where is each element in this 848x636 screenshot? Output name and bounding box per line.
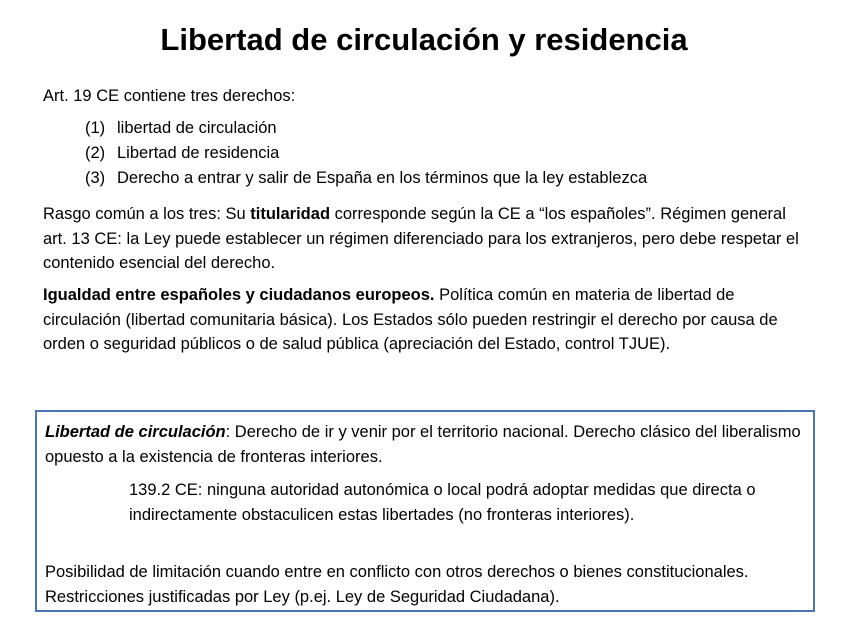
intro-text: Art. 19 CE contiene tres derechos:	[43, 87, 296, 105]
text-run: corresponde según la CE a “los españoles”. Régimen general art. 13 CE: la Ley puede establecer un régimen diferenciado para los extranjeros, pero debe respetar el contenido esencial del derecho.	[43, 205, 799, 272]
list-number: (1)	[85, 119, 106, 137]
list-item	[85, 116, 647, 141]
list-text: libertad de circulación	[117, 119, 277, 137]
list-item	[85, 141, 647, 166]
list-item	[85, 166, 647, 191]
text-run: : Derecho de ir y venir por el territorio nacional. Derecho clásico del liberalismo opuesto a la existencia de fronteras interiores.	[45, 423, 801, 466]
bold-italic-term: Libertad de circulación	[45, 423, 226, 441]
rights-list	[85, 116, 647, 191]
list-number: (3)	[85, 169, 106, 187]
bold-term: titularidad	[250, 205, 331, 223]
titularidad-paragraph	[43, 202, 813, 276]
igualdad-paragraph	[43, 283, 813, 357]
list-text: Libertad de residencia	[117, 144, 280, 162]
bold-heading: Igualdad entre españoles y ciudadanos europeos.	[43, 286, 435, 304]
list-number: (2)	[85, 144, 106, 162]
box-limitation: Posibilidad de limitación cuando entre en conflicto con otros derechos o bienes constitucionales. Restricciones justificadas por Ley (p.ej. Ley de Seguridad Ciudadana).	[45, 563, 749, 606]
page-title: Libertad de circulación y residencia	[160, 22, 688, 57]
libertad-circulacion-box	[35, 410, 815, 612]
text-run: Política común en materia de libertad de circulación (libertad comunitaria básica). Los Estados sólo pueden restringir el derecho por causa de orden o seguridad públicos o de salud pública (apreciación del Estado, control TJUE).	[43, 286, 778, 353]
list-text: Derecho a entrar y salir de España en los términos que la ley establezca	[117, 169, 648, 187]
box-article-quote: 139.2 CE: ninguna autoridad autonómica o local podrá adoptar medidas que directa o indirectamente obstaculicen estas libertades (no fronteras interiores).	[129, 481, 756, 524]
text-run: Rasgo común a los tres: Su	[43, 205, 251, 223]
box-definition	[45, 420, 807, 469]
